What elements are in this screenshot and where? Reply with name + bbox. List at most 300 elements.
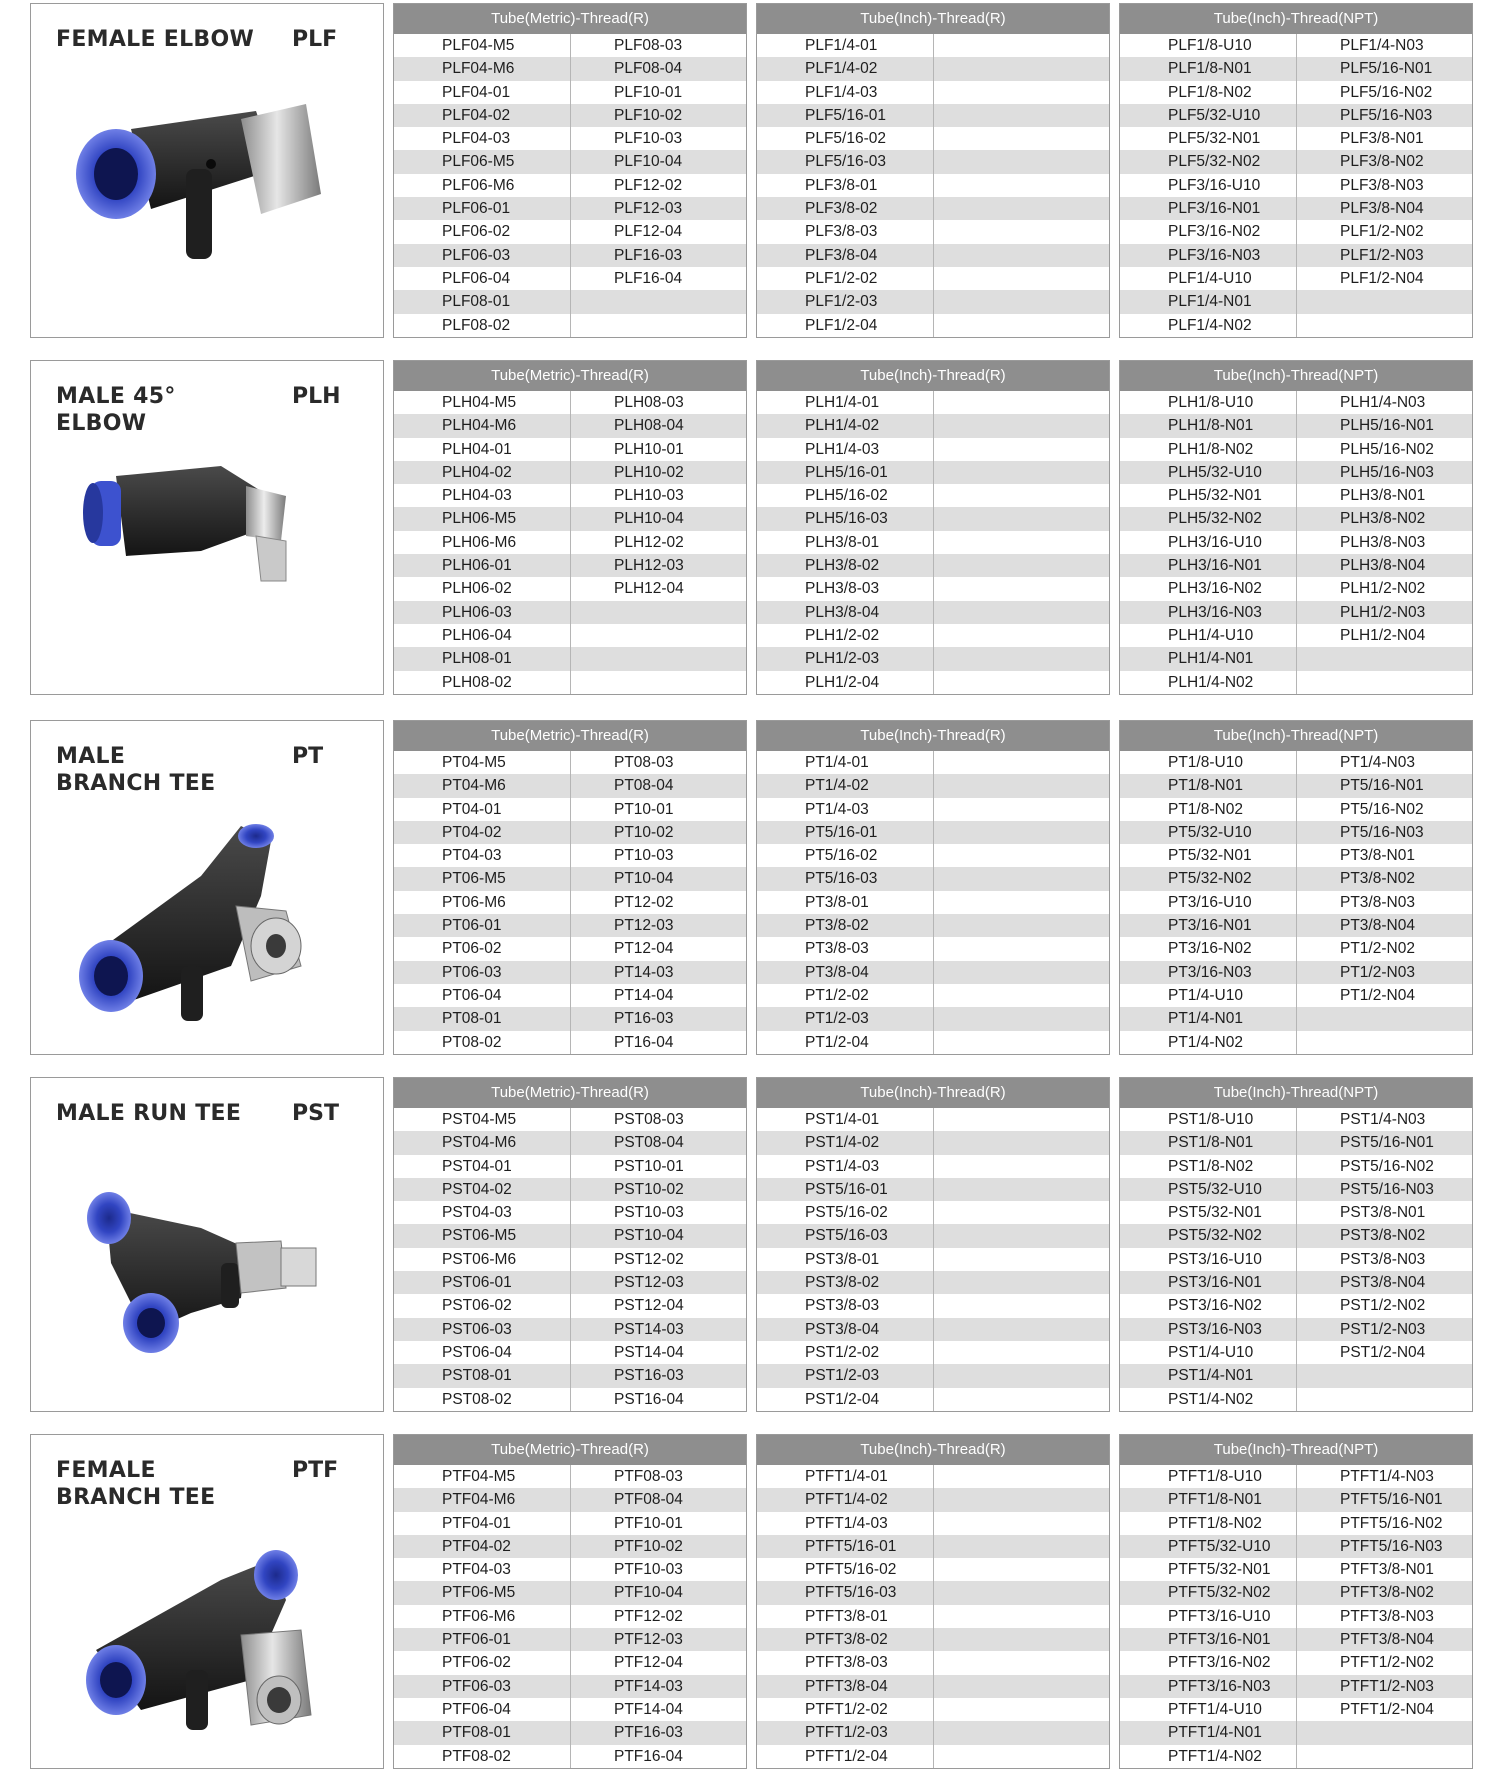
table-cell: PLF5/16-01 xyxy=(757,104,933,127)
table-header: Tube(Inch)-Thread(NPT) xyxy=(1120,4,1472,34)
product-name: FEMALE BRANCH TEE xyxy=(56,1458,216,1510)
table-cell: PST5/16-02 xyxy=(757,1201,933,1224)
product-card xyxy=(30,1077,384,1412)
table-cell: PST1/2-N04 xyxy=(1296,1341,1472,1364)
table-cell: PTF12-02 xyxy=(570,1605,746,1628)
table-cell: PLF08-02 xyxy=(394,314,570,337)
table-cell: PT12-04 xyxy=(570,937,746,960)
table-cell: PLF04-02 xyxy=(394,104,570,127)
table-cell: PST10-01 xyxy=(570,1155,746,1178)
table-cell: PST3/8-N02 xyxy=(1296,1224,1472,1247)
table-cell: PLH3/8-N01 xyxy=(1296,484,1472,507)
table-cell: PT06-04 xyxy=(394,984,570,1007)
table-cell xyxy=(1296,647,1472,670)
table-cell: PLH06-M5 xyxy=(394,507,570,530)
table-cell xyxy=(933,1318,1109,1341)
table-cell xyxy=(933,1698,1109,1721)
table-cell: PST08-01 xyxy=(394,1364,570,1387)
table-cell xyxy=(933,774,1109,797)
table-cell: PST3/8-04 xyxy=(757,1318,933,1341)
table-cell xyxy=(933,1248,1109,1271)
spec-table-inch-r xyxy=(756,720,1110,1055)
table-header: Tube(Inch)-Thread(NPT) xyxy=(1120,721,1472,751)
table-cell: PT5/16-01 xyxy=(757,821,933,844)
table-cell: PST3/8-03 xyxy=(757,1294,933,1317)
table-cell xyxy=(1296,1364,1472,1387)
table-cell xyxy=(933,1628,1109,1651)
table-cell xyxy=(933,1007,1109,1030)
table-cell: PST3/8-02 xyxy=(757,1271,933,1294)
table-cell: PLF1/2-N04 xyxy=(1296,267,1472,290)
table-cell: PT10-04 xyxy=(570,867,746,890)
table-cell xyxy=(570,671,746,694)
product-name: MALE 45° ELBOW xyxy=(56,384,176,436)
table-cell: PLF1/2-03 xyxy=(757,290,933,313)
table-cell xyxy=(1296,1007,1472,1030)
table-cell: PT04-M6 xyxy=(394,774,570,797)
table-cell: PLF3/16-U10 xyxy=(1120,174,1296,197)
table-cell: PTFT3/8-03 xyxy=(757,1651,933,1674)
table-cell: PLH12-03 xyxy=(570,554,746,577)
table-cell: PLF04-01 xyxy=(394,81,570,104)
table-cell: PST04-M6 xyxy=(394,1131,570,1154)
female-elbow-fitting-icon xyxy=(71,99,341,319)
table-cell: PLF12-02 xyxy=(570,174,746,197)
table-cell: PLH06-02 xyxy=(394,577,570,600)
table-cell xyxy=(933,1745,1109,1768)
male-45-elbow-fitting-icon xyxy=(71,456,341,676)
table-cell: PT10-03 xyxy=(570,844,746,867)
table-cell: PTFT3/8-N02 xyxy=(1296,1581,1472,1604)
table-cell: PLH10-01 xyxy=(570,438,746,461)
table-cell: PT5/16-02 xyxy=(757,844,933,867)
table-cell: PTF14-04 xyxy=(570,1698,746,1721)
table-cell: PLH10-02 xyxy=(570,461,746,484)
table-cell: PLF1/2-N02 xyxy=(1296,220,1472,243)
table-cell: PTFT5/16-N03 xyxy=(1296,1535,1472,1558)
table-cell: PLF12-04 xyxy=(570,220,746,243)
table-cell: PST06-M6 xyxy=(394,1248,570,1271)
table-cell: PT1/2-03 xyxy=(757,1007,933,1030)
product-code: PLH xyxy=(292,384,341,409)
table-cell: PST1/4-03 xyxy=(757,1155,933,1178)
table-cell: PLF3/8-01 xyxy=(757,174,933,197)
table-cell: PT1/4-N02 xyxy=(1120,1031,1296,1054)
table-cell: PTFT3/8-N04 xyxy=(1296,1628,1472,1651)
table-cell: PT06-M6 xyxy=(394,891,570,914)
table-cell: PST04-02 xyxy=(394,1178,570,1201)
product-code: PLF xyxy=(292,27,338,52)
table-cell: PST06-04 xyxy=(394,1341,570,1364)
table-cell: PT3/8-04 xyxy=(757,961,933,984)
spec-table-metric-r xyxy=(393,1434,747,1769)
table-cell: PTFT3/8-04 xyxy=(757,1675,933,1698)
table-cell: PT16-03 xyxy=(570,1007,746,1030)
table-cell: PTFT3/16-N02 xyxy=(1120,1651,1296,1674)
table-header: Tube(Metric)-Thread(R) xyxy=(394,361,746,391)
table-header: Tube(Metric)-Thread(R) xyxy=(394,4,746,34)
table-cell: PLH3/16-N03 xyxy=(1120,601,1296,624)
table-cell: PT5/32-N02 xyxy=(1120,867,1296,890)
table-cell xyxy=(933,751,1109,774)
product-code: PST xyxy=(292,1101,339,1126)
spec-table-inch-npt xyxy=(1119,3,1473,338)
table-cell xyxy=(933,1465,1109,1488)
table-cell: PLF06-M5 xyxy=(394,150,570,173)
table-cell: PTF10-04 xyxy=(570,1581,746,1604)
table-cell: PST12-02 xyxy=(570,1248,746,1271)
table-cell: PLF1/4-02 xyxy=(757,57,933,80)
table-cell: PTFT5/16-01 xyxy=(757,1535,933,1558)
table-cell: PST1/2-N03 xyxy=(1296,1318,1472,1341)
table-cell: PLH3/8-01 xyxy=(757,531,933,554)
table-cell: PT3/16-N01 xyxy=(1120,914,1296,937)
table-cell xyxy=(933,244,1109,267)
table-cell: PTF06-M6 xyxy=(394,1605,570,1628)
table-cell: PT16-04 xyxy=(570,1031,746,1054)
table-cell: PST1/8-U10 xyxy=(1120,1108,1296,1131)
table-cell: PLH5/16-03 xyxy=(757,507,933,530)
table-cell: PT1/4-02 xyxy=(757,774,933,797)
table-cell: PST06-02 xyxy=(394,1294,570,1317)
table-cell: PT06-M5 xyxy=(394,867,570,890)
table-cell xyxy=(933,891,1109,914)
table-cell: PTFT1/2-03 xyxy=(757,1721,933,1744)
table-cell: PTFT1/2-N04 xyxy=(1296,1698,1472,1721)
table-cell xyxy=(933,937,1109,960)
table-cell: PST3/16-N03 xyxy=(1120,1318,1296,1341)
table-cell: PST3/8-01 xyxy=(757,1248,933,1271)
table-cell: PST5/32-N01 xyxy=(1120,1201,1296,1224)
spec-table-inch-r xyxy=(756,360,1110,695)
table-cell: PLF3/8-04 xyxy=(757,244,933,267)
table-cell: PLH12-04 xyxy=(570,577,746,600)
table-cell: PLH04-M6 xyxy=(394,414,570,437)
table-cell xyxy=(933,414,1109,437)
table-cell: PTF16-04 xyxy=(570,1745,746,1768)
table-header: Tube(Inch)-Thread(R) xyxy=(757,1435,1109,1465)
table-cell: PLH10-03 xyxy=(570,484,746,507)
table-cell xyxy=(933,34,1109,57)
table-cell: PT1/4-N01 xyxy=(1120,1007,1296,1030)
table-cell: PLH10-04 xyxy=(570,507,746,530)
table-cell: PST1/4-U10 xyxy=(1120,1341,1296,1364)
table-cell: PLH1/4-03 xyxy=(757,438,933,461)
table-cell: PTFT1/8-U10 xyxy=(1120,1465,1296,1488)
table-cell: PST3/16-N01 xyxy=(1120,1271,1296,1294)
table-cell: PST1/8-N01 xyxy=(1120,1131,1296,1154)
table-header: Tube(Metric)-Thread(R) xyxy=(394,1078,746,1108)
table-cell: PT5/16-03 xyxy=(757,867,933,890)
table-cell: PLH04-M5 xyxy=(394,391,570,414)
table-cell: PST1/2-N02 xyxy=(1296,1294,1472,1317)
table-cell: PLH04-02 xyxy=(394,461,570,484)
table-cell: PTFT1/2-N03 xyxy=(1296,1675,1472,1698)
table-cell xyxy=(933,577,1109,600)
table-cell: PTF06-04 xyxy=(394,1698,570,1721)
spec-table-inch-r xyxy=(756,1434,1110,1769)
table-cell: PLH5/16-N02 xyxy=(1296,438,1472,461)
table-cell: PLF06-03 xyxy=(394,244,570,267)
table-cell xyxy=(933,314,1109,337)
table-cell: PST08-03 xyxy=(570,1108,746,1131)
table-cell: PST1/8-N02 xyxy=(1120,1155,1296,1178)
table-cell: PLF10-04 xyxy=(570,150,746,173)
table-cell: PST1/2-04 xyxy=(757,1388,933,1411)
table-cell: PTFT3/8-01 xyxy=(757,1605,933,1628)
table-cell: PT1/4-03 xyxy=(757,798,933,821)
table-cell: PTF04-03 xyxy=(394,1558,570,1581)
table-cell xyxy=(933,1155,1109,1178)
table-header: Tube(Inch)-Thread(R) xyxy=(757,1078,1109,1108)
table-cell xyxy=(933,1651,1109,1674)
table-cell: PTFT5/32-N01 xyxy=(1120,1558,1296,1581)
table-cell: PLF10-03 xyxy=(570,127,746,150)
table-cell: PLH3/8-03 xyxy=(757,577,933,600)
table-header: Tube(Inch)-Thread(R) xyxy=(757,4,1109,34)
table-cell: PTF08-02 xyxy=(394,1745,570,1768)
table-cell xyxy=(933,984,1109,1007)
table-cell: PTF06-03 xyxy=(394,1675,570,1698)
table-cell: PST12-04 xyxy=(570,1294,746,1317)
table-cell: PLF5/32-N01 xyxy=(1120,127,1296,150)
table-cell: PT04-01 xyxy=(394,798,570,821)
product-card xyxy=(30,3,384,338)
table-cell xyxy=(933,104,1109,127)
table-cell: PST04-01 xyxy=(394,1155,570,1178)
table-cell: PT5/16-N02 xyxy=(1296,798,1472,821)
table-cell: PST5/32-U10 xyxy=(1120,1178,1296,1201)
table-cell: PT10-02 xyxy=(570,821,746,844)
table-cell xyxy=(570,314,746,337)
table-cell: PTFT5/16-N02 xyxy=(1296,1512,1472,1535)
table-cell: PLH1/4-N03 xyxy=(1296,391,1472,414)
table-cell: PLH08-04 xyxy=(570,414,746,437)
table-cell: PLF1/4-N01 xyxy=(1120,290,1296,313)
table-cell: PTFT1/4-N02 xyxy=(1120,1745,1296,1768)
table-cell: PLH5/16-02 xyxy=(757,484,933,507)
table-cell xyxy=(933,1294,1109,1317)
table-cell xyxy=(933,391,1109,414)
table-cell: PLH5/32-N02 xyxy=(1120,507,1296,530)
table-cell: PLH5/16-N01 xyxy=(1296,414,1472,437)
table-cell xyxy=(933,197,1109,220)
table-cell xyxy=(570,624,746,647)
table-cell: PTF14-03 xyxy=(570,1675,746,1698)
table-cell xyxy=(933,1675,1109,1698)
table-cell xyxy=(1296,1388,1472,1411)
table-cell xyxy=(933,267,1109,290)
table-cell: PTFT5/16-N01 xyxy=(1296,1488,1472,1511)
table-cell: PST1/4-01 xyxy=(757,1108,933,1131)
table-cell: PLH3/8-02 xyxy=(757,554,933,577)
table-cell: PLF04-M6 xyxy=(394,57,570,80)
table-cell: PTFT5/16-03 xyxy=(757,1581,933,1604)
table-cell: PLH1/4-02 xyxy=(757,414,933,437)
table-cell xyxy=(933,1224,1109,1247)
table-cell: PST08-04 xyxy=(570,1131,746,1154)
table-cell xyxy=(933,914,1109,937)
table-cell: PLF3/8-03 xyxy=(757,220,933,243)
table-cell: PLH5/16-01 xyxy=(757,461,933,484)
table-cell: PLF1/2-04 xyxy=(757,314,933,337)
table-cell xyxy=(933,1271,1109,1294)
table-cell xyxy=(570,601,746,624)
table-cell xyxy=(933,1605,1109,1628)
table-header: Tube(Metric)-Thread(R) xyxy=(394,721,746,751)
table-cell xyxy=(933,1388,1109,1411)
table-cell: PST3/16-U10 xyxy=(1120,1248,1296,1271)
table-cell: PTFT1/4-01 xyxy=(757,1465,933,1488)
table-cell: PST08-02 xyxy=(394,1388,570,1411)
table-cell: PST3/16-N02 xyxy=(1120,1294,1296,1317)
table-cell: PLH06-04 xyxy=(394,624,570,647)
table-cell: PLH1/8-N02 xyxy=(1120,438,1296,461)
table-cell xyxy=(933,961,1109,984)
table-cell: PST1/4-N03 xyxy=(1296,1108,1472,1131)
table-cell: PLH3/16-N01 xyxy=(1120,554,1296,577)
table-cell xyxy=(933,1341,1109,1364)
table-cell: PTF10-01 xyxy=(570,1512,746,1535)
table-cell: PT3/8-N02 xyxy=(1296,867,1472,890)
spec-table-metric-r xyxy=(393,1077,747,1412)
spec-table-inch-npt xyxy=(1119,720,1473,1055)
table-cell: PST06-03 xyxy=(394,1318,570,1341)
table-cell: PST3/8-N03 xyxy=(1296,1248,1472,1271)
table-header: Tube(Inch)-Thread(NPT) xyxy=(1120,1435,1472,1465)
table-cell: PTFT1/8-N02 xyxy=(1120,1512,1296,1535)
table-cell xyxy=(933,671,1109,694)
table-cell: PLH3/8-N03 xyxy=(1296,531,1472,554)
table-cell: PLF3/8-N04 xyxy=(1296,197,1472,220)
product-code: PT xyxy=(292,744,324,769)
table-cell: PTFT1/2-N02 xyxy=(1296,1651,1472,1674)
table-cell: PT04-02 xyxy=(394,821,570,844)
table-cell: PT1/2-N03 xyxy=(1296,961,1472,984)
table-cell: PT14-03 xyxy=(570,961,746,984)
table-cell: PST5/32-N02 xyxy=(1120,1224,1296,1247)
table-cell: PLF1/4-N02 xyxy=(1120,314,1296,337)
table-cell: PLH08-01 xyxy=(394,647,570,670)
table-cell xyxy=(933,867,1109,890)
table-cell xyxy=(933,554,1109,577)
table-cell: PT1/2-02 xyxy=(757,984,933,1007)
table-cell: PLH08-02 xyxy=(394,671,570,694)
table-cell: PLH5/32-N01 xyxy=(1120,484,1296,507)
table-cell: PLF1/8-N02 xyxy=(1120,81,1296,104)
table-cell: PTF06-01 xyxy=(394,1628,570,1651)
spec-table-inch-r xyxy=(756,1077,1110,1412)
table-cell: PLH1/2-N02 xyxy=(1296,577,1472,600)
table-cell: PLF08-04 xyxy=(570,57,746,80)
table-cell: PLF5/16-N01 xyxy=(1296,57,1472,80)
table-cell: PLF08-03 xyxy=(570,34,746,57)
table-cell: PTFT3/8-02 xyxy=(757,1628,933,1651)
table-cell: PLF3/8-02 xyxy=(757,197,933,220)
table-cell: PT1/4-N03 xyxy=(1296,751,1472,774)
table-cell: PLH1/4-U10 xyxy=(1120,624,1296,647)
table-cell: PLF5/16-N03 xyxy=(1296,104,1472,127)
table-cell: PST04-03 xyxy=(394,1201,570,1224)
table-cell: PLF5/32-U10 xyxy=(1120,104,1296,127)
table-cell: PLH04-03 xyxy=(394,484,570,507)
table-cell xyxy=(933,150,1109,173)
table-cell: PLF1/2-02 xyxy=(757,267,933,290)
table-cell: PT1/8-N01 xyxy=(1120,774,1296,797)
table-cell xyxy=(933,1721,1109,1744)
table-cell: PLH08-03 xyxy=(570,391,746,414)
table-cell: PLH1/8-N01 xyxy=(1120,414,1296,437)
table-cell: PLF04-M5 xyxy=(394,34,570,57)
product-section-male-branch-tee xyxy=(30,720,1473,1057)
table-cell: PST1/2-03 xyxy=(757,1364,933,1387)
table-cell xyxy=(933,1201,1109,1224)
table-cell: PT14-04 xyxy=(570,984,746,1007)
table-cell: PST16-04 xyxy=(570,1388,746,1411)
spec-table-inch-r xyxy=(756,3,1110,338)
product-card xyxy=(30,360,384,695)
male-run-tee-fitting-icon xyxy=(71,1173,341,1393)
table-cell: PLH1/4-01 xyxy=(757,391,933,414)
table-cell: PT5/32-U10 xyxy=(1120,821,1296,844)
table-cell: PT5/16-N01 xyxy=(1296,774,1472,797)
table-cell xyxy=(933,601,1109,624)
table-cell: PLH1/2-N03 xyxy=(1296,601,1472,624)
table-cell: PLF06-01 xyxy=(394,197,570,220)
table-cell: PLH06-01 xyxy=(394,554,570,577)
table-cell xyxy=(933,484,1109,507)
table-cell: PLF1/4-03 xyxy=(757,81,933,104)
table-cell: PLF1/2-N03 xyxy=(1296,244,1472,267)
table-cell: PLH3/8-N02 xyxy=(1296,507,1472,530)
table-cell: PT12-02 xyxy=(570,891,746,914)
table-cell xyxy=(933,507,1109,530)
table-cell: PT3/8-03 xyxy=(757,937,933,960)
table-cell: PLH3/16-N02 xyxy=(1120,577,1296,600)
table-cell: PLF1/8-U10 xyxy=(1120,34,1296,57)
table-cell: PLF10-01 xyxy=(570,81,746,104)
table-cell: PT3/8-01 xyxy=(757,891,933,914)
table-cell: PLF06-M6 xyxy=(394,174,570,197)
table-cell xyxy=(933,127,1109,150)
table-cell: PTF04-M6 xyxy=(394,1488,570,1511)
table-cell: PLF10-02 xyxy=(570,104,746,127)
table-cell xyxy=(933,531,1109,554)
table-cell: PST5/16-N03 xyxy=(1296,1178,1472,1201)
table-cell: PST1/4-N02 xyxy=(1120,1388,1296,1411)
table-cell: PT1/4-01 xyxy=(757,751,933,774)
table-cell: PTF06-M5 xyxy=(394,1581,570,1604)
table-cell: PT08-04 xyxy=(570,774,746,797)
table-cell: PTF04-02 xyxy=(394,1535,570,1558)
table-cell: PLF1/4-U10 xyxy=(1120,267,1296,290)
table-cell: PT1/2-N04 xyxy=(1296,984,1472,1007)
table-cell xyxy=(933,220,1109,243)
table-cell: PLH1/2-N04 xyxy=(1296,624,1472,647)
table-cell: PTFT3/16-N01 xyxy=(1120,1628,1296,1651)
table-cell: PLF3/16-N03 xyxy=(1120,244,1296,267)
table-cell: PLF06-02 xyxy=(394,220,570,243)
table-cell: PTF16-03 xyxy=(570,1721,746,1744)
table-cell: PT04-03 xyxy=(394,844,570,867)
table-cell: PLF5/16-N02 xyxy=(1296,81,1472,104)
table-cell: PLF16-04 xyxy=(570,267,746,290)
table-cell: PLF04-03 xyxy=(394,127,570,150)
table-cell: PTF04-M5 xyxy=(394,1465,570,1488)
table-cell xyxy=(933,461,1109,484)
table-cell: PST04-M5 xyxy=(394,1108,570,1131)
table-cell: PTF08-04 xyxy=(570,1488,746,1511)
